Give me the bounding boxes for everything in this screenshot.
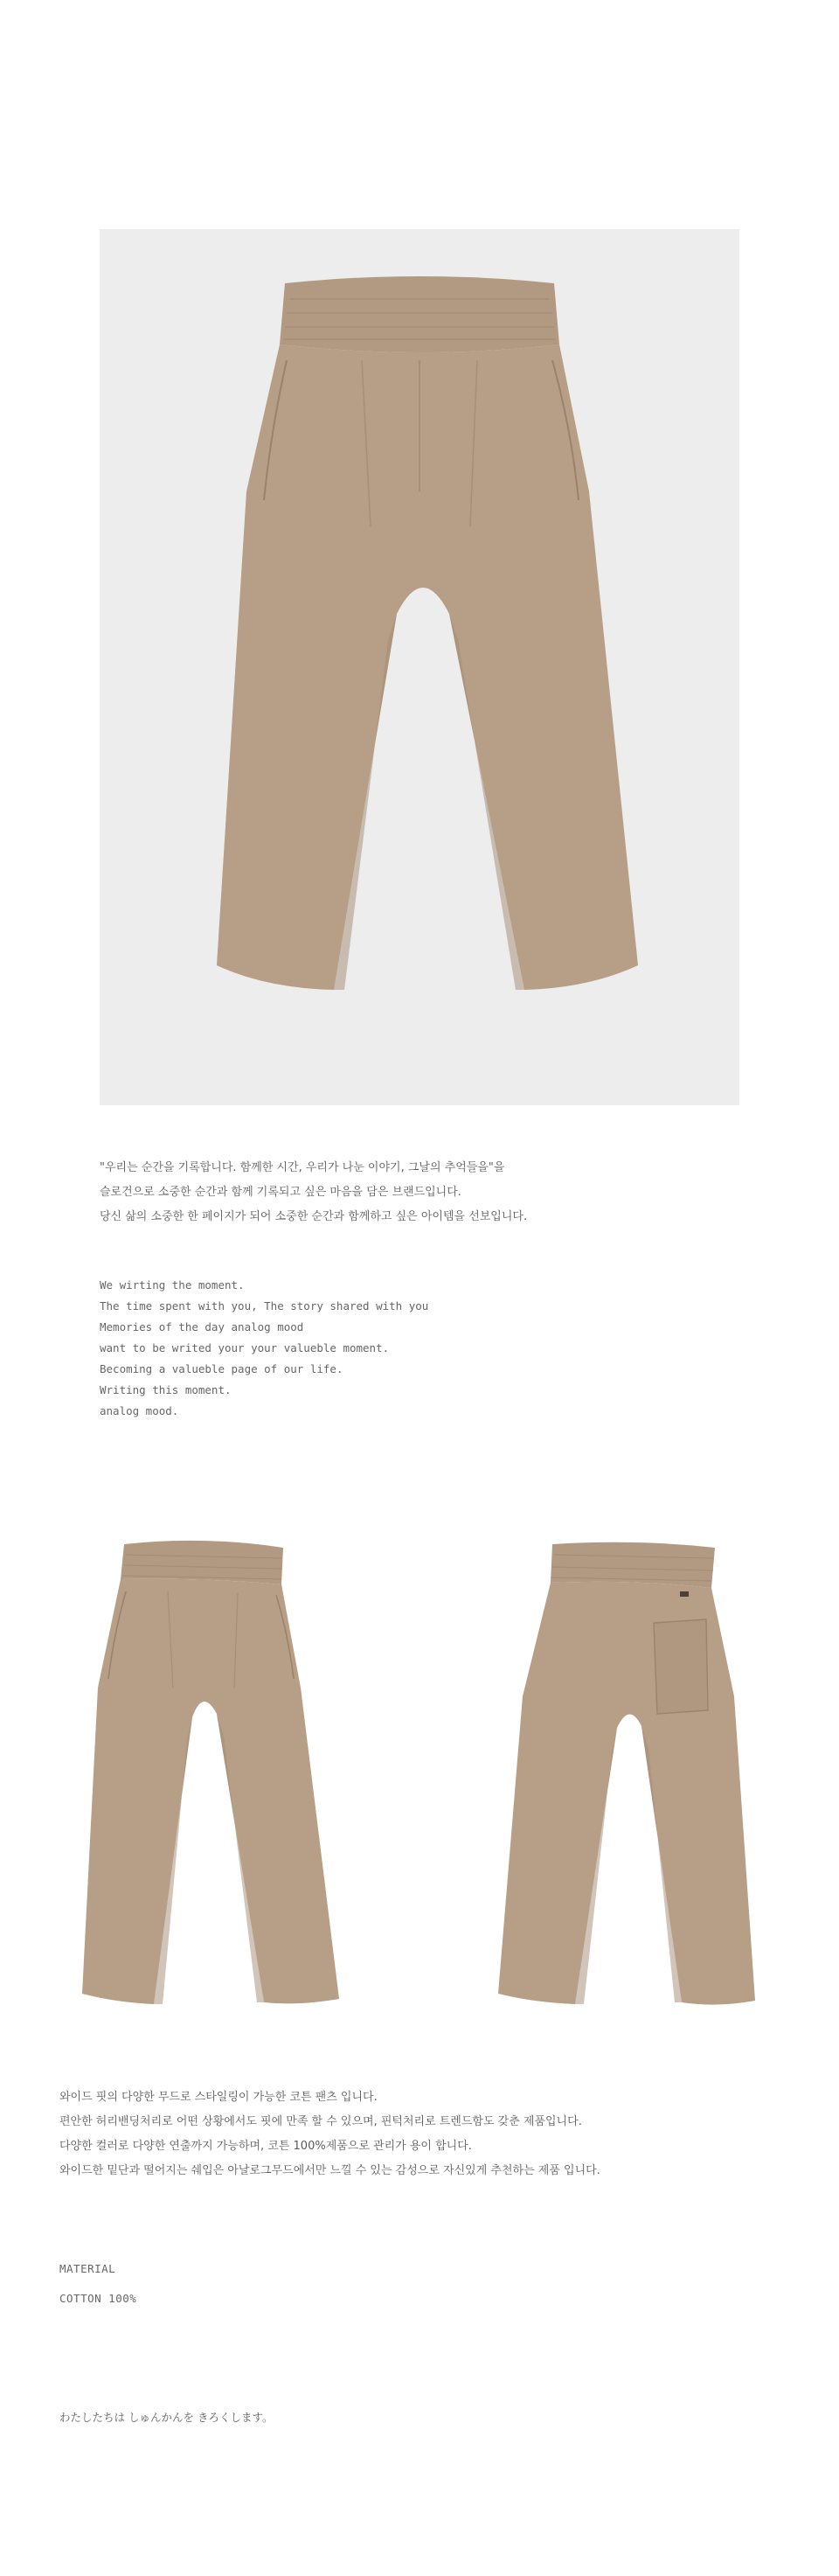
slogan-line: We wirting the moment.	[100, 1278, 245, 1291]
pants-back-view-illustration	[479, 1539, 776, 2011]
pants-front-illustration	[100, 229, 739, 1105]
description-line: 다양한 컬러로 다양한 연출까지 가능하며, 코튼 100%제품으로 관리가 용이 합니다.	[59, 2140, 472, 2153]
footer-tagline: わたしたちは しゅんかんを きろくします。	[59, 2411, 274, 2424]
english-slogan	[100, 1275, 711, 1422]
slogan-line: The time spent with you, The story shared with you	[100, 1299, 429, 1312]
intro-line: 슬로건으로 소중한 순간과 함께 기록되고 싶은 마음을 담은 브랜드입니다.	[100, 1186, 461, 1199]
product-description	[59, 2085, 811, 2183]
material-value: COTTON 100%	[59, 2292, 137, 2305]
intro-line: "우리는 순간을 기록합니다. 함께한 시간, 우리가 나눈 이야기, 그날의 추억들을"을	[100, 1161, 505, 1174]
slogan-line: Memories of the day analog mood	[100, 1320, 304, 1333]
product-front-image	[63, 1539, 360, 2011]
description-line: 편안한 허리밴딩처리로 어떤 상황에서도 핏에 만족 할 수 있으며, 핀턱처리로 트렌드함도 갖춘 제품입니다.	[59, 2115, 582, 2128]
product-back-image	[479, 1539, 776, 2011]
material-section	[59, 2254, 409, 2314]
pants-front-view-illustration	[63, 1539, 360, 2011]
slogan-line: analog mood.	[100, 1404, 179, 1417]
material-label: MATERIAL	[59, 2262, 116, 2275]
hero-product-image	[100, 229, 739, 1105]
description-line: 와이드 핏의 다양한 무드로 스타일링이 가능한 코튼 팬츠 입니다.	[59, 2091, 378, 2104]
intro-copy	[100, 1156, 764, 1229]
label-tag	[680, 1591, 689, 1597]
intro-line: 당신 삶의 소중한 한 페이지가 되어 소중한 순간과 함께하고 싶은 아이템을 선보입니다.	[100, 1210, 528, 1223]
slogan-line: Writing this moment.	[100, 1383, 232, 1396]
slogan-line: want to be writed your your valueble moment.	[100, 1341, 390, 1354]
slogan-line: Becoming a valueble page of our life.	[100, 1362, 343, 1375]
description-line: 와이드한 밑단과 떨어지는 쉐입은 아날로그무드에서만 느낄 수 있는 감성으로 자신있게 추천하는 제품 입니다.	[59, 2164, 600, 2177]
